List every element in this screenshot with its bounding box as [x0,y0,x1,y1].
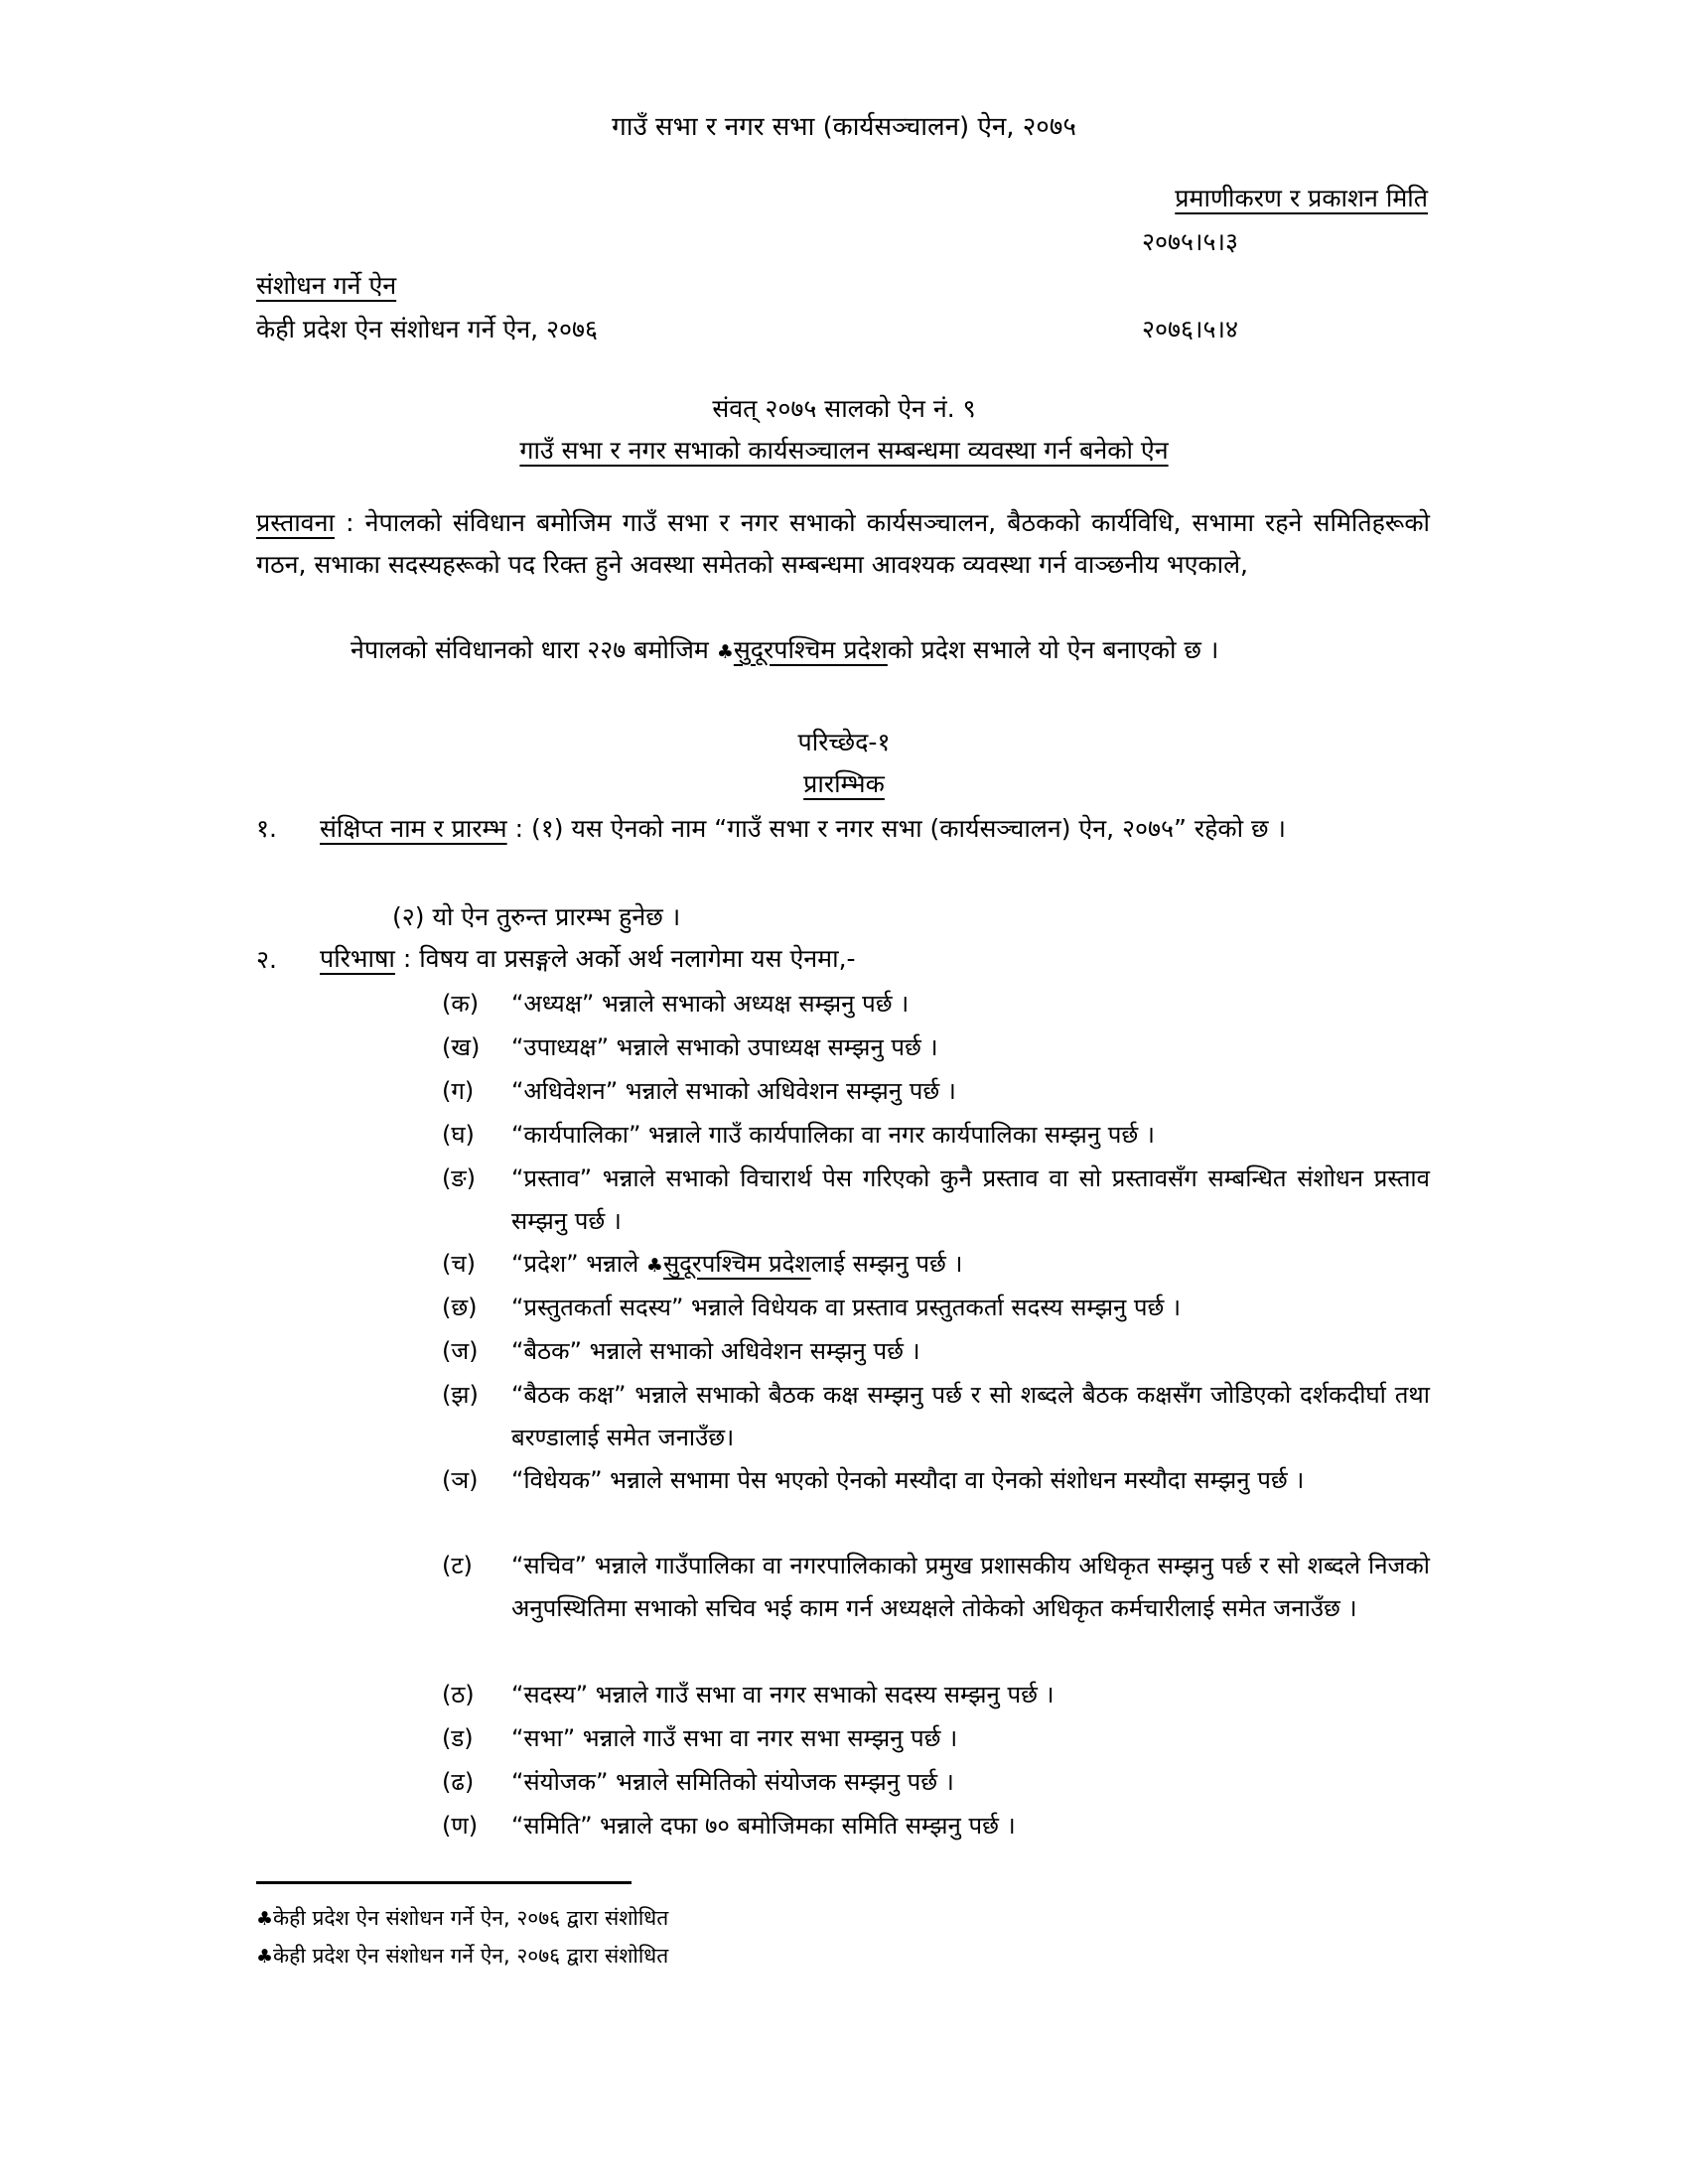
amendment-act-name: केही प्रदेश ऐन संशोधन गर्ने ऐन, २०७६ [256,315,599,343]
subsection-text: (२) यो ऐन तुरुन्त प्रारम्भ हुनेछ । [392,902,681,931]
definition-text: “सदस्य” भन्नाले गाउँ सभा वा नगर सभाको सदस्य सम्झनु पर्छ । [511,1681,1055,1708]
definition-label: (ट) [442,1552,473,1579]
act-long-title [0,431,1688,471]
definition-text: “संयोजक” भन्नाले समितिको संयोजक सम्झनु पर्छ । [511,1768,954,1796]
amendment-heading: संशोधन गर्ने ऐन [256,271,397,300]
province-name: सुदूरपश्चिम प्रदेश [733,635,888,664]
preamble-paragraph [256,502,1430,586]
section-number: १. [256,814,277,843]
definition-label: (छ) [442,1294,478,1321]
province-name: सुदूरपश्चिम प्रदेश [662,1250,811,1278]
definition-label: (क) [442,990,480,1018]
definition-item [442,1070,1430,1113]
chapter-name-wrap [0,764,1688,804]
section-heading: संक्षिप्त नाम र प्रारम्भ [320,814,507,843]
definition-text-end: लाई सम्झनु पर्छ । [810,1250,963,1278]
definition-label: (ङ) [442,1164,477,1192]
definition-item [442,1287,1430,1329]
definition-item [442,1026,1430,1069]
section-text: : विषय वा प्रसङ्गले अर्को अर्थ नलागेमा यस ऐनमा,- [394,944,856,973]
definition-text: “बैठक कक्ष” भन्नाले सभाको बैठक कक्ष सम्झनु पर्छ र सो शब्दले बैठक कक्षसँग जोडिएको दर्शकदीर्घा तथा बरण्डालाई समेत जनाउँछ। [511,1381,1430,1451]
enactment-clause [256,629,1430,673]
chapter-number: परिच्छेद-१ [797,728,891,756]
enactment-text: नेपालको संविधानको धारा २२७ बमोजिम [351,635,717,664]
definition-text: “सभा” भन्नाले गाउँ सभा वा नगर सभा सम्झनु पर्छ । [511,1724,958,1752]
definition-text: “अधिवेशन” भन्नाले सभाको अधिवेशन सम्झनु पर्छ । [511,1077,956,1105]
definition-text: “समिति” भन्नाले दफा ७० बमोजिमका समिति सम्झनु पर्छ । [511,1812,1016,1840]
definition-label: (ग) [442,1077,475,1105]
footnote [256,1900,668,1937]
definition-label: (ण) [442,1812,479,1840]
act-number-line: संवत् २०७५ सालको ऐन नं. ९ [712,394,976,423]
definition-text [511,1243,1430,1288]
footnote-divider [256,1881,632,1884]
preamble-label: प्रस्तावना [256,508,335,537]
club-footnote-icon: ♣ [256,1908,274,1930]
footnote [256,1938,668,1975]
section-heading: परिभाषा [320,944,395,973]
definition-item [442,1243,1430,1288]
enactment-text-end: को प्रदेश सभाले यो ऐन बनाएको छ । [887,635,1219,664]
club-footnote-icon: ♣ [645,1255,663,1277]
definition-label: (ठ) [442,1681,475,1708]
section-1-paragraph [320,808,1430,850]
definition-item [442,1459,1430,1502]
club-footnote-icon: ♣ [256,1946,274,1968]
chapter-name: प्रारम्भिक [803,769,885,798]
footnote-text: केही प्रदेश ऐन संशोधन गर्ने ऐन, २०७६ द्वारा संशोधित [273,1944,669,1968]
definition-item [442,1330,1430,1373]
act-long-title-text: गाउँ सभा र नगर सभाको कार्यसञ्चालन सम्बन्धमा व्यवस्था गर्न बनेको ऐन [519,436,1169,465]
definition-text: “बैठक” भन्नाले सभाको अधिवेशन सम्झनु पर्छ । [511,1337,920,1365]
definition-text: “सचिव” भन्नाले गाउँपालिका वा नगरपालिकाको प्रमुख प्रशासकीय अधिकृत सम्झनु पर्छ र सो शब्दले निजको अनुपस्थितिमा सभाको सचिव भई काम गर्न अध्यक्षले तोकेको अधिकृत कर्मचारीलाई समेत जनाउँछ । [511,1552,1430,1622]
definition-label: (झ) [442,1381,479,1409]
definition-text: “प्रस्तुतकर्ता सदस्य” भन्नाले विधेयक वा प्रस्ताव प्रस्तुतकर्ता सदस्य सम्झनु पर्छ । [511,1294,1182,1321]
section-number: २. [256,945,277,974]
authentication-label: प्रमाणीकरण र प्रकाशन मिति [1175,184,1428,212]
definition-text: “कार्यपालिका” भन्नाले गाउँ कार्यपालिका वा नगर कार्यपालिका सम्झनु पर्छ । [511,1121,1155,1149]
definition-item [442,1674,1430,1716]
section-2-paragraph [320,939,856,979]
definition-item [442,1805,1430,1847]
definition-item [442,1114,1430,1157]
definition-item [442,1545,1430,1630]
definition-text-start: “प्रदेश” भन्नाले [511,1250,646,1278]
definition-text: “उपाध्यक्ष” भन्नाले सभाको उपाध्यक्ष सम्झनु पर्छ । [511,1033,938,1061]
definition-item [442,1158,1430,1243]
definition-label: (ढ) [442,1768,475,1796]
act-title: गाउँ सभा र नगर सभा (कार्यसञ्चालन) ऐन, २०७५ [612,112,1076,142]
definition-label: (ख) [442,1033,481,1061]
preamble-text: : नेपालको संविधान बमोजिम गाउँ सभा र नगर सभाको कार्यसञ्चालन, बैठकको कार्यविधि, सभामा रहने समितिहरूको गठन, सभाका सदस्यहरूको पद रिक्त हुने अवस्था समेतको सम्बन्धमा आवश्यक व्यवस्था गर्न वाञ्छनीय भएकाले, [256,508,1430,579]
authentication-date: २०७५।५।३ [1142,227,1238,256]
club-footnote-icon: ♣ [716,641,734,663]
definition-item [442,1717,1430,1760]
definition-item [442,983,1430,1025]
definition-label: (च) [442,1250,476,1278]
amendment-act-date: २०७६।५।४ [1142,315,1238,343]
definition-item [442,1374,1430,1459]
definition-text: “प्रस्ताव” भन्नाले सभाको विचारार्थ पेस गरिएको कुनै प्रस्ताव वा सो प्रस्तावसँग सम्बन्धित संशोधन प्रस्ताव सम्झनु पर्छ । [511,1164,1430,1235]
definition-label: (घ) [442,1121,475,1149]
definition-label: (ड) [442,1724,474,1752]
definition-text: “अध्यक्ष” भन्नाले सभाको अध्यक्ष सम्झनु पर्छ । [511,990,910,1018]
footnote-text: केही प्रदेश ऐन संशोधन गर्ने ऐन, २०७६ द्वारा संशोधित [273,1906,669,1930]
definition-text: “विधेयक” भन्नाले सभामा पेस भएको ऐनको मस्यौदा वा ऐनको संशोधन मस्यौदा सम्झनु पर्छ । [511,1466,1305,1494]
definition-item [442,1761,1430,1804]
definition-label: (ञ) [442,1466,479,1494]
definition-label: (ज) [442,1337,479,1365]
section-text: : (१) यस ऐनको नाम “गाउँ सभा र नगर सभा (कार्यसञ्चालन) ऐन, २०७५” रहेको छ । [506,814,1286,843]
